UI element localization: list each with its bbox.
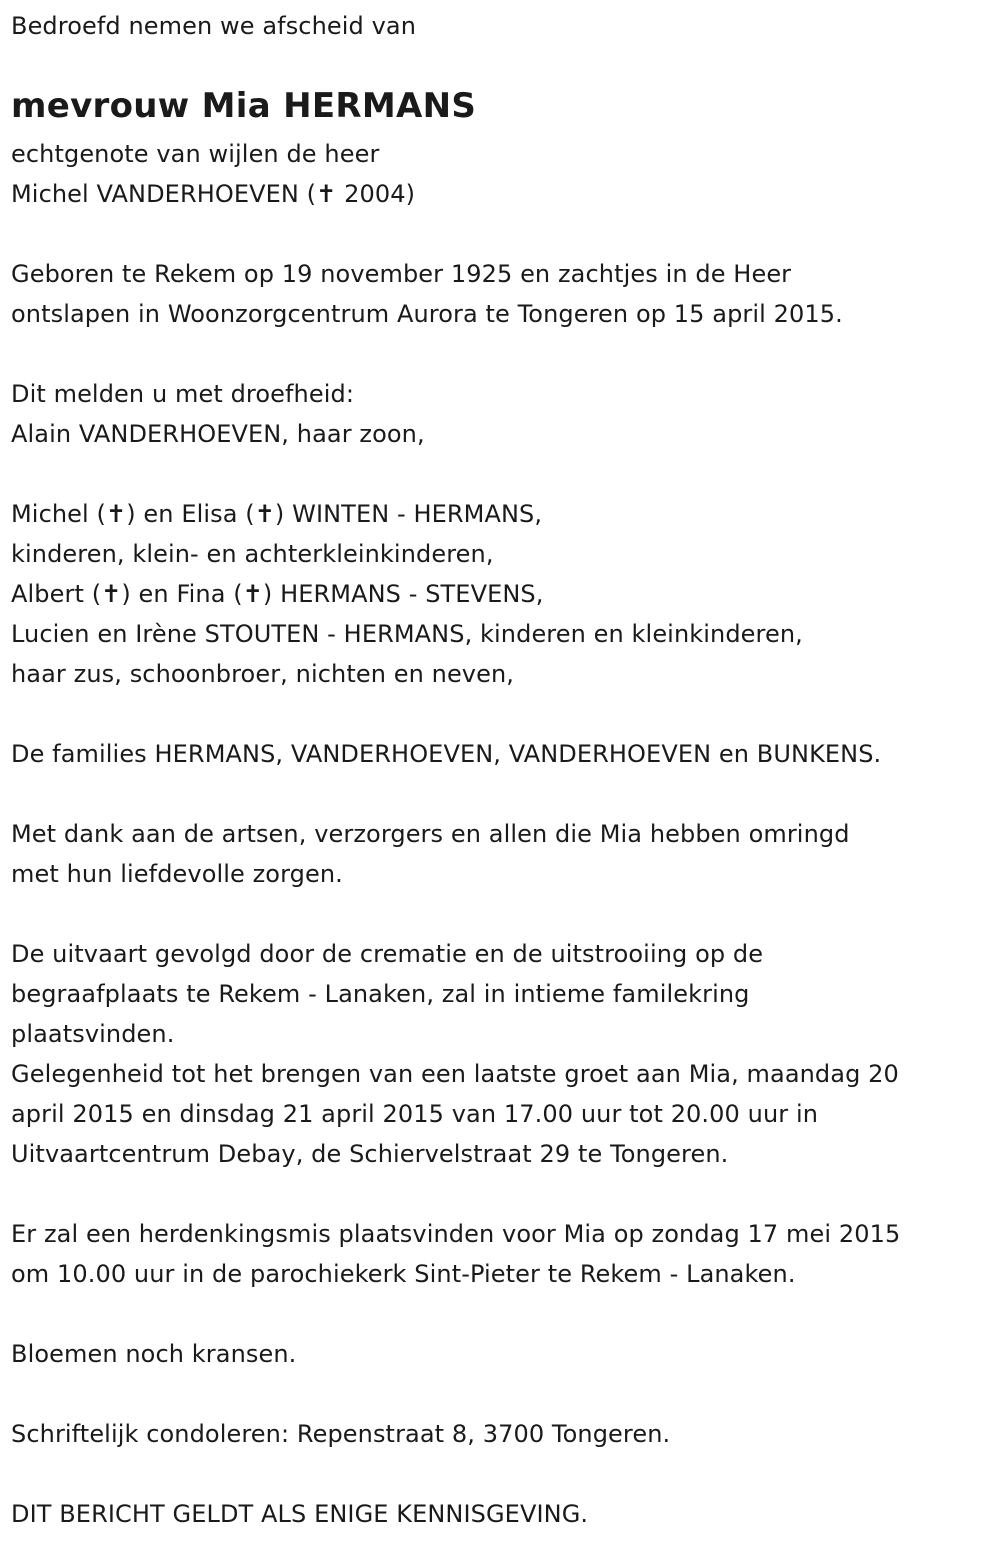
announcer-son: Alain VANDERHOEVEN, haar zoon, <box>11 420 425 448</box>
death-line: ontslapen in Woonzorgcentrum Aurora te Tongeren op 15 april 2015. <box>11 300 843 328</box>
visitation-line: Gelegenheid tot het brengen van een laatste groet aan Mia, maandag 20 <box>11 1060 899 1088</box>
family-line: Lucien en Irène STOUTEN - HERMANS, kinderen en kleinkinderen, <box>11 620 803 648</box>
mass-line: Er zal een herdenkingsmis plaatsvinden voor Mia op zondag 17 mei 2015 <box>11 1220 901 1248</box>
funeral-line: De uitvaart gevolgd door de crematie en de uitstrooiing op de <box>11 940 764 968</box>
family-line: kinderen, klein- en achterkleinkinderen, <box>11 540 494 568</box>
spouse-name-line: Michel VANDERHOEVEN (✝ 2004) <box>11 180 416 208</box>
announcers-intro: Dit melden u met droefheid: <box>11 380 355 408</box>
mass-line: om 10.00 uur in de parochiekerk Sint-Pieter te Rekem - Lanaken. <box>11 1260 796 1288</box>
funeral-line: plaatsvinden. <box>11 1020 175 1048</box>
family-line: haar zus, schoonbroer, nichten en neven, <box>11 660 515 688</box>
spouse-line: echtgenote van wijlen de heer <box>11 140 380 168</box>
condolence-line: Schriftelijk condoleren: Repenstraat 8, 3700 Tongeren. <box>11 1420 671 1448</box>
family-line: Albert (✝) en Fina (✝) HERMANS - STEVENS, <box>11 580 544 608</box>
intro-text: Bedroefd nemen we afscheid van <box>11 12 417 40</box>
flowers-line: Bloemen noch kransen. <box>11 1340 297 1368</box>
closing-line: DIT BERICHT GELDT ALS ENIGE KENNISGEVING. <box>11 1500 589 1528</box>
visitation-line: april 2015 en dinsdag 21 april 2015 van 17.00 uur tot 20.00 uur in <box>11 1100 819 1128</box>
visitation-line: Uitvaartcentrum Debay, de Schiervelstraat 29 te Tongeren. <box>11 1140 729 1168</box>
spouse-section <box>11 134 900 1534</box>
thanks-line: Met dank aan de artsen, verzorgers en allen die Mia hebben omringd <box>11 820 850 848</box>
thanks-line: met hun liefdevolle zorgen. <box>11 860 343 888</box>
birth-line: Geboren te Rekem op 19 november 1925 en zachtjes in de Heer <box>11 260 792 288</box>
deceased-name: mevrouw Mia HERMANS <box>11 86 477 126</box>
funeral-line: begraafplaats te Rekem - Lanaken, zal in intieme familekring <box>11 980 750 1008</box>
families-line: De families HERMANS, VANDERHOEVEN, VANDERHOEVEN en BUNKENS. <box>11 740 882 768</box>
family-line: Michel (✝) en Elisa (✝) WINTEN - HERMANS, <box>11 500 543 528</box>
